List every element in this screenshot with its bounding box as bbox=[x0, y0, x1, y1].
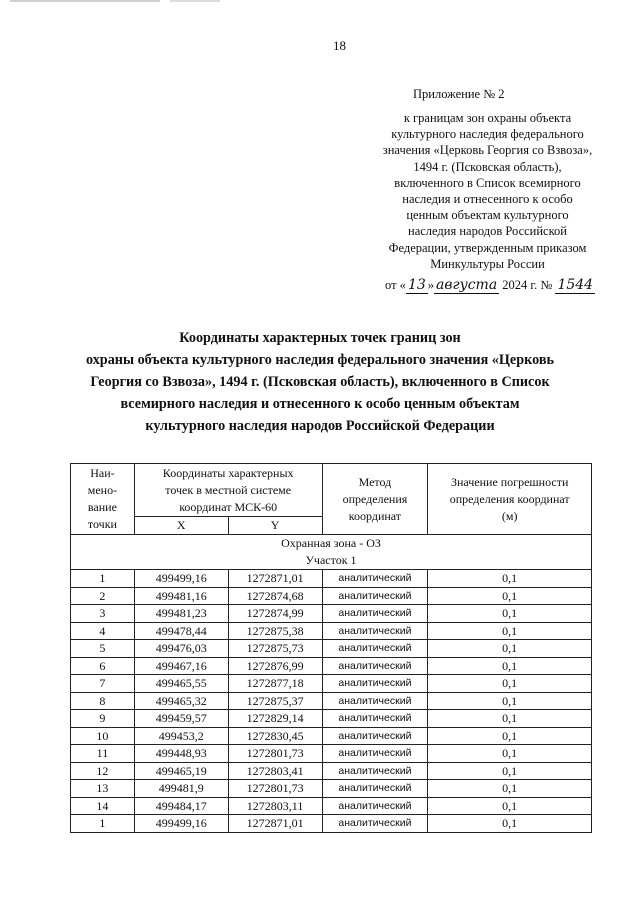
table-header-row bbox=[71, 464, 592, 517]
x-coordinate-cell: 499499,16 bbox=[134, 570, 228, 588]
table-row bbox=[71, 692, 592, 710]
error-cell: 0,1 bbox=[428, 570, 592, 588]
x-coordinate-cell: 499448,93 bbox=[134, 745, 228, 763]
method-cell: аналитический bbox=[322, 727, 428, 745]
header-x: X bbox=[134, 517, 228, 535]
method-cell: аналитический bbox=[322, 797, 428, 815]
y-coordinate-cell: 1272875,73 bbox=[228, 640, 322, 658]
point-number-cell: 1 bbox=[71, 570, 135, 588]
appendix-line: ценным объектам культурного bbox=[406, 208, 569, 223]
table-row bbox=[71, 815, 592, 833]
method-cell: аналитический bbox=[322, 587, 428, 605]
order-reference bbox=[385, 277, 595, 293]
order-quote-close: » bbox=[427, 278, 435, 292]
x-coordinate-cell: 499476,03 bbox=[134, 640, 228, 658]
y-coordinate-cell: 1272877,18 bbox=[228, 675, 322, 693]
table-row bbox=[71, 587, 592, 605]
point-number-cell: 10 bbox=[71, 727, 135, 745]
appendix-line: наследия народов Российской bbox=[408, 224, 567, 239]
error-cell: 0,1 bbox=[428, 605, 592, 623]
y-coordinate-cell: 1272874,68 bbox=[228, 587, 322, 605]
point-number-cell: 3 bbox=[71, 605, 135, 623]
y-coordinate-cell: 1272875,37 bbox=[228, 692, 322, 710]
header-y: Y bbox=[228, 517, 322, 535]
error-cell: 0,1 bbox=[428, 815, 592, 833]
point-number-cell: 14 bbox=[71, 797, 135, 815]
coordinates-table bbox=[70, 463, 592, 833]
point-number-cell: 1 bbox=[71, 815, 135, 833]
method-cell: аналитический bbox=[322, 675, 428, 693]
y-coordinate-cell: 1272803,11 bbox=[228, 797, 322, 815]
x-coordinate-cell: 499465,32 bbox=[134, 692, 228, 710]
method-cell: аналитический bbox=[322, 815, 428, 833]
error-cell: 0,1 bbox=[428, 727, 592, 745]
y-coordinate-cell: 1272801,73 bbox=[228, 780, 322, 798]
method-cell: аналитический bbox=[322, 745, 428, 763]
y-coordinate-cell: 1272876,99 bbox=[228, 657, 322, 675]
table-row bbox=[71, 780, 592, 798]
x-coordinate-cell: 499478,44 bbox=[134, 622, 228, 640]
method-cell: аналитический bbox=[322, 570, 428, 588]
point-number-cell: 4 bbox=[71, 622, 135, 640]
scan-edge-line bbox=[10, 0, 160, 2]
method-cell: аналитический bbox=[322, 622, 428, 640]
appendix-title: Приложение № 2 bbox=[413, 87, 505, 101]
header-point-name: Наи- мено- вание точки bbox=[71, 464, 135, 535]
heading-line: культурного наследия народов Российской Федерации bbox=[145, 418, 495, 434]
table-row bbox=[71, 605, 592, 623]
method-cell: аналитический bbox=[322, 605, 428, 623]
table-row bbox=[71, 622, 592, 640]
heading-line: Координаты характерных точек границ зон bbox=[179, 330, 461, 346]
error-cell: 0,1 bbox=[428, 762, 592, 780]
order-month-handwritten: августа bbox=[436, 277, 498, 293]
point-number-cell: 9 bbox=[71, 710, 135, 728]
x-coordinate-cell: 499499,16 bbox=[134, 815, 228, 833]
y-coordinate-cell: 1272875,38 bbox=[228, 622, 322, 640]
method-cell: аналитический bbox=[322, 762, 428, 780]
x-coordinate-cell: 499481,23 bbox=[134, 605, 228, 623]
y-coordinate-cell: 1272830,45 bbox=[228, 727, 322, 745]
error-cell: 0,1 bbox=[428, 587, 592, 605]
table-row bbox=[71, 727, 592, 745]
table-row bbox=[71, 762, 592, 780]
x-coordinate-cell: 499459,57 bbox=[134, 710, 228, 728]
point-number-cell: 5 bbox=[71, 640, 135, 658]
order-prefix: от « bbox=[385, 278, 406, 292]
method-cell: аналитический bbox=[322, 710, 428, 728]
x-coordinate-cell: 499484,17 bbox=[134, 797, 228, 815]
y-coordinate-cell: 1272801,73 bbox=[228, 745, 322, 763]
method-cell: аналитический bbox=[322, 692, 428, 710]
table-row bbox=[71, 745, 592, 763]
error-cell: 0,1 bbox=[428, 710, 592, 728]
table-row bbox=[71, 675, 592, 693]
zone-row bbox=[71, 535, 592, 570]
point-number-cell: 12 bbox=[71, 762, 135, 780]
error-cell: 0,1 bbox=[428, 640, 592, 658]
heading-line: Георгия со Взвоза», 1494 г. (Псковская область), включенного в Список bbox=[90, 374, 550, 390]
point-number-cell: 2 bbox=[71, 587, 135, 605]
table-row bbox=[71, 797, 592, 815]
appendix-line: значения «Церковь Георгия со Взвоза», bbox=[382, 143, 593, 158]
error-cell: 0,1 bbox=[428, 692, 592, 710]
table-row bbox=[71, 657, 592, 675]
table-row bbox=[71, 570, 592, 588]
method-cell: аналитический bbox=[322, 640, 428, 658]
y-coordinate-cell: 1272871,01 bbox=[228, 815, 322, 833]
document-heading bbox=[70, 327, 570, 437]
y-coordinate-cell: 1272803,41 bbox=[228, 762, 322, 780]
x-coordinate-cell: 499481,9 bbox=[134, 780, 228, 798]
point-number-cell: 11 bbox=[71, 745, 135, 763]
order-day-handwritten: 13 bbox=[407, 277, 426, 293]
order-year: 2024 г. № bbox=[499, 278, 556, 292]
header-error: Значение погрешности определения координат (м) bbox=[428, 464, 592, 535]
error-cell: 0,1 bbox=[428, 657, 592, 675]
header-method: Метод определения координат bbox=[322, 464, 428, 535]
x-coordinate-cell: 499481,16 bbox=[134, 587, 228, 605]
appendix-line: включенного в Список всемирного bbox=[394, 175, 581, 190]
x-coordinate-cell: 499465,55 bbox=[134, 675, 228, 693]
table-row bbox=[71, 640, 592, 658]
y-coordinate-cell: 1272871,01 bbox=[228, 570, 322, 588]
heading-line: охраны объекта культурного наследия федерального значения «Церковь bbox=[85, 352, 555, 368]
appendix-description bbox=[360, 110, 615, 272]
point-number-cell: 13 bbox=[71, 780, 135, 798]
heading-line: всемирного наследия и отнесенного к особо ценным объектам bbox=[120, 396, 520, 412]
point-number-cell: 8 bbox=[71, 692, 135, 710]
appendix-line: 1494 г. (Псковская область), bbox=[413, 159, 562, 174]
error-cell: 0,1 bbox=[428, 675, 592, 693]
x-coordinate-cell: 499467,16 bbox=[134, 657, 228, 675]
point-number-cell: 6 bbox=[71, 657, 135, 675]
appendix-line: культурного наследия федерального bbox=[391, 127, 584, 142]
scan-edge-line bbox=[170, 0, 220, 2]
appendix-line: Федерации, утвержденным приказом bbox=[388, 240, 587, 255]
appendix-line: к границам зон охраны объекта bbox=[403, 111, 572, 125]
y-coordinate-cell: 1272829,14 bbox=[228, 710, 322, 728]
appendix-line: Минкультуры России bbox=[430, 256, 545, 271]
point-number-cell: 7 bbox=[71, 675, 135, 693]
error-cell: 0,1 bbox=[428, 745, 592, 763]
method-cell: аналитический bbox=[322, 657, 428, 675]
error-cell: 0,1 bbox=[428, 797, 592, 815]
error-cell: 0,1 bbox=[428, 780, 592, 798]
order-number-handwritten: 1544 bbox=[557, 277, 594, 293]
appendix-line: наследия и отнесенного к особо bbox=[402, 192, 573, 207]
x-coordinate-cell: 499465,19 bbox=[134, 762, 228, 780]
header-coordinates: Координаты характерных точек в местной системе координат МСК-60 bbox=[134, 464, 322, 517]
zone-label: Охранная зона - ОЗ Участок 1 bbox=[71, 535, 592, 570]
y-coordinate-cell: 1272874,99 bbox=[228, 605, 322, 623]
method-cell: аналитический bbox=[322, 780, 428, 798]
page-number: 18 bbox=[333, 38, 346, 53]
error-cell: 0,1 bbox=[428, 622, 592, 640]
x-coordinate-cell: 499453,2 bbox=[134, 727, 228, 745]
table-row bbox=[71, 710, 592, 728]
